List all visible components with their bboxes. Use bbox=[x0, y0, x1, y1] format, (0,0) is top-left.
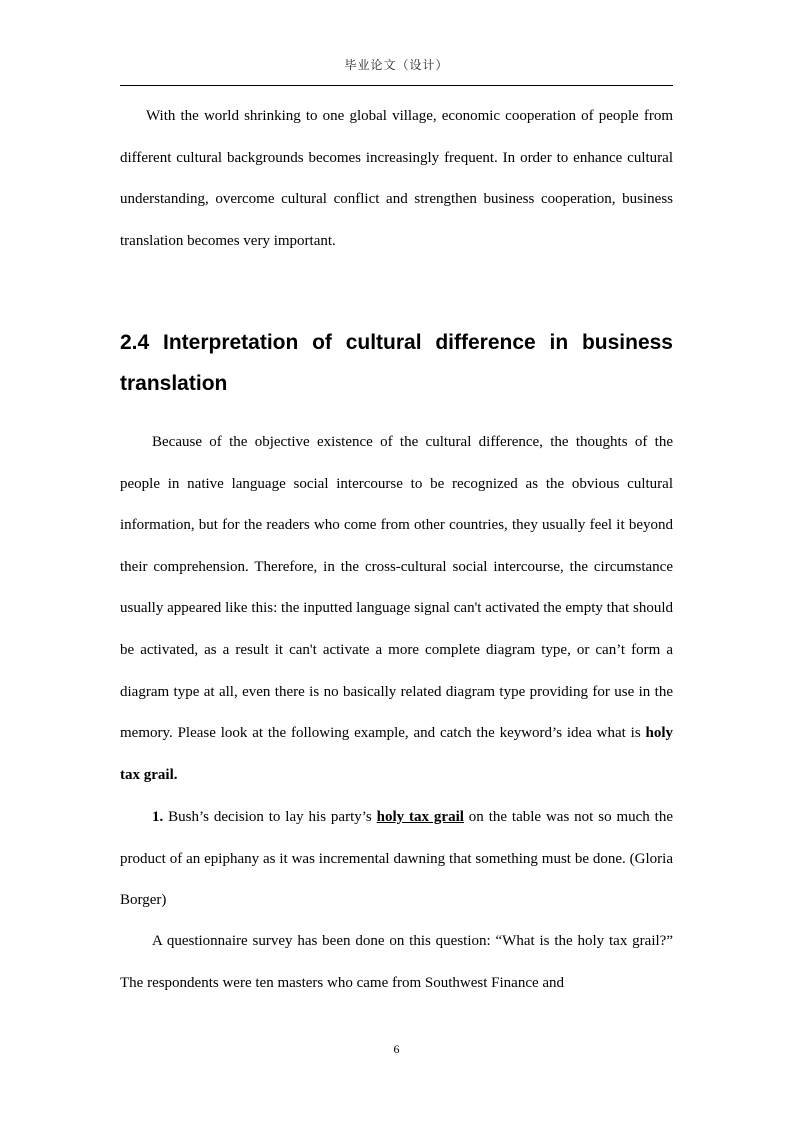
body-paragraph bbox=[120, 422, 673, 796]
example-text-start: Bush’s decision to lay his party’s bbox=[163, 809, 377, 825]
page-number: 6 bbox=[393, 1042, 400, 1056]
example-number: 1. bbox=[152, 809, 164, 825]
survey-paragraph: A questionnaire survey has been done on this question: “What is the holy tax grail?” The respondents were ten masters who came from Southwest Finance and bbox=[120, 933, 673, 991]
example-paragraph bbox=[120, 797, 673, 922]
intro-paragraph: With the world shrinking to one global village, economic cooperation of people from different cultural backgrounds becomes increasingly frequent. In order to enhance cultural understanding, overcome cultural conflict and strengthen business cooperation, business translation becomes very important. bbox=[120, 108, 673, 249]
body-paragraph-text: Because of the objective existence of the cultural difference, the thoughts of the people in native language social intercourse to be recognized as the obvious cultural information, but for the readers who come from other countries, they usually feel it beyond their comprehension. Therefore, in the cross-cultural social intercourse, the circumstance usually appeared like this: the inputted language signal can't activated the empty that should be activated, as a result it can't activate a more complete diagram type, or can’t form a diagram type at all, even there is no basically related diagram type providing for use in the memory. Please look at the following example, and catch the keyword’s idea what is bbox=[120, 434, 673, 742]
section-heading: 2.4 Interpretation of cultural difference in business translation bbox=[120, 331, 673, 395]
header-rule bbox=[120, 85, 673, 86]
example-text-end: on the table was not so much the product of an epiphany as it was incremental dawning that something must be done. (Gloria Borger) bbox=[120, 809, 673, 909]
keyword-emphasis: holy tax grail. bbox=[120, 725, 673, 783]
page-header: 毕业论文（设计） bbox=[344, 58, 449, 72]
example-keyword: holy tax grail bbox=[376, 809, 464, 825]
